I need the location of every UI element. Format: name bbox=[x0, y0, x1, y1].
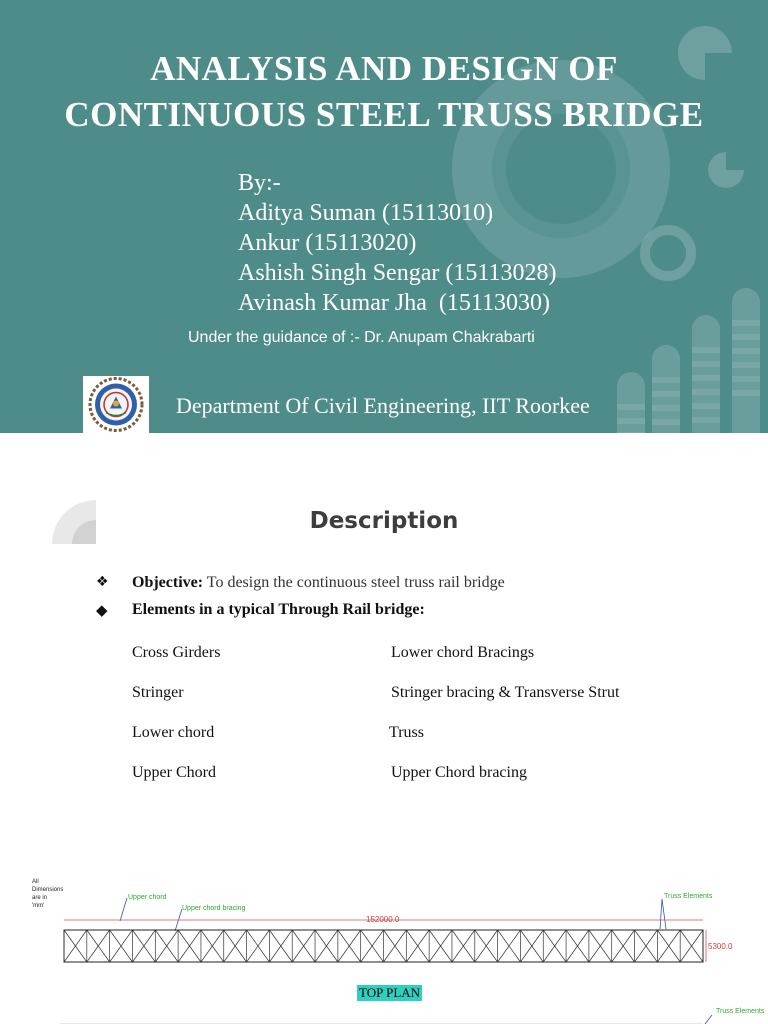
title-slide bbox=[0, 0, 768, 433]
title-line-1: ANALYSIS AND DESIGN OF bbox=[150, 49, 618, 88]
department-text: Department Of Civil Engineering, IIT Roorkee bbox=[176, 393, 590, 418]
truss-panel bbox=[315, 930, 338, 962]
description-slide bbox=[0, 433, 768, 1024]
objective-text: To design the continuous steel truss rail bridge bbox=[203, 574, 505, 591]
truss-panels bbox=[64, 930, 703, 962]
truss-panel bbox=[338, 930, 361, 962]
label-upper-chord: Upper chord bbox=[128, 894, 167, 901]
truss-panel bbox=[269, 930, 292, 962]
decorative-bar bbox=[692, 315, 720, 433]
element-right-1: Lower chord Bracings bbox=[391, 644, 535, 661]
units-note-4: 'mm' bbox=[32, 903, 45, 909]
truss-top-plan-drawing bbox=[0, 873, 768, 1024]
units-note-2: Dimensions bbox=[32, 887, 64, 893]
truss-panel bbox=[680, 930, 703, 962]
truss-panel bbox=[406, 930, 429, 962]
truss-panel bbox=[498, 930, 521, 962]
author-1: Aditya Suman (15113010) bbox=[238, 200, 494, 226]
truss-panel bbox=[452, 930, 475, 962]
width-dimension: 5300.0 bbox=[708, 942, 733, 951]
truss-panel bbox=[132, 930, 155, 962]
objective-label: Objective: bbox=[132, 574, 204, 591]
truss-panel bbox=[475, 930, 498, 962]
truss-panel bbox=[384, 930, 407, 962]
label-truss-elements: Truss Elements bbox=[664, 893, 713, 900]
truss-panel bbox=[543, 930, 566, 962]
by-label: By:- bbox=[238, 170, 281, 196]
truss-panel bbox=[361, 930, 384, 962]
truss-panel bbox=[224, 930, 247, 962]
truss-panel bbox=[247, 930, 270, 962]
diamond-bullet-icon: ❖ bbox=[96, 574, 109, 590]
author-list bbox=[238, 168, 556, 318]
element-left-2: Stringer bbox=[132, 684, 184, 701]
element-right-3: Truss bbox=[389, 724, 424, 741]
truss-panel bbox=[201, 930, 224, 962]
truss-panel bbox=[110, 930, 133, 962]
truss-panel bbox=[657, 930, 680, 962]
decorative-small-ring bbox=[640, 225, 696, 281]
elements-label: Elements in a typical Through Rail bridge: bbox=[132, 601, 425, 618]
units-note-3: are in bbox=[32, 895, 48, 901]
label-truss-elements-2: Truss Elements bbox=[716, 1008, 765, 1015]
author-3: Ashish Singh Sengar (15113028) bbox=[238, 260, 557, 286]
slide-heading: Description bbox=[309, 508, 459, 534]
filled-diamond-bullet-icon: ◆ bbox=[96, 601, 108, 619]
guidance-text: Under the guidance of :- Dr. Anupam Chakrabarti bbox=[188, 329, 535, 346]
top-plan-title: TOP PLAN bbox=[359, 985, 421, 1000]
element-left-4: Upper Chord bbox=[132, 764, 216, 781]
decorative-bar bbox=[652, 345, 680, 433]
units-note-1: All bbox=[32, 879, 39, 885]
decorative-bar bbox=[617, 372, 645, 433]
element-right-4: Upper Chord bracing bbox=[391, 764, 527, 781]
iit-roorkee-logo bbox=[83, 376, 149, 433]
truss-panel bbox=[155, 930, 178, 962]
length-dimension: 152000.0 bbox=[366, 915, 400, 924]
truss-panel bbox=[87, 930, 110, 962]
truss-panel bbox=[429, 930, 452, 962]
title-line-2: CONTINUOUS STEEL TRUSS BRIDGE bbox=[64, 95, 704, 134]
truss-panel bbox=[178, 930, 201, 962]
author-4: Avinash Kumar Jha (15113030) bbox=[238, 290, 550, 316]
truss-panel bbox=[520, 930, 543, 962]
element-right-2: Stringer bracing & Transverse Strut bbox=[391, 684, 620, 701]
truss-panel bbox=[589, 930, 612, 962]
truss-panel bbox=[635, 930, 658, 962]
truss-panel bbox=[612, 930, 635, 962]
label-upper-chord-bracing: Upper chord bracing bbox=[182, 905, 246, 912]
author-2: Ankur (15113020) bbox=[238, 230, 417, 256]
truss-panel bbox=[64, 930, 87, 962]
element-left-3: Lower chord bbox=[132, 724, 215, 741]
truss-panel bbox=[566, 930, 589, 962]
decorative-bar bbox=[732, 288, 760, 433]
truss-panel bbox=[292, 930, 315, 962]
element-left-1: Cross Girders bbox=[132, 644, 221, 661]
